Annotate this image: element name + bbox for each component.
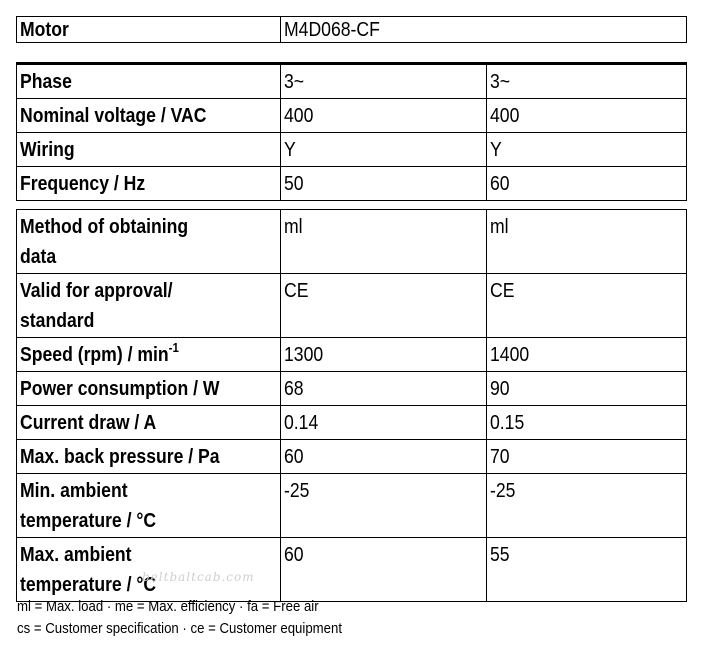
method-label: Method of obtaining data xyxy=(17,210,281,274)
motor-value: M4D068-CF xyxy=(281,17,687,43)
current-label: Current draw / A xyxy=(17,406,281,440)
voltage-value-60hz: 400 xyxy=(487,99,687,133)
table-row xyxy=(17,64,687,99)
phase-value-50hz: 3~ xyxy=(281,64,487,99)
table-row xyxy=(17,274,687,338)
frequency-value-1: 50 xyxy=(281,167,487,201)
power-label: Power consumption / W xyxy=(17,372,281,406)
footnote-line: ml = Max. load · me = Max. efficiency · fa = Free air xyxy=(17,598,319,615)
speed-value-1: 1300 xyxy=(281,338,487,372)
frequency-value-2: 60 xyxy=(487,167,687,201)
approval-label: Valid for approval/ standard xyxy=(17,274,281,338)
max-temp-value-2: 55 xyxy=(487,538,687,602)
footnote-line: cs = Customer specification · ce = Customer equipment xyxy=(17,620,343,637)
voltage-label: Nominal voltage / VAC xyxy=(17,99,281,133)
motor-label: Motor xyxy=(17,17,281,43)
table-row xyxy=(17,133,687,167)
wiring-value-50hz: Y xyxy=(281,133,487,167)
spacer xyxy=(16,43,687,62)
current-value-1: 0.14 xyxy=(281,406,487,440)
motor-row xyxy=(17,17,687,43)
table-row xyxy=(17,372,687,406)
backpressure-value-2: 70 xyxy=(487,440,687,474)
frequency-label: Frequency / Hz xyxy=(17,167,281,201)
spec-sheet xyxy=(16,16,687,602)
approval-value-2: CE xyxy=(487,274,687,338)
motor-table xyxy=(16,16,687,43)
table-row xyxy=(17,338,687,372)
table-row xyxy=(17,538,687,602)
speed-unit-exponent: -1 xyxy=(168,340,179,356)
table-row xyxy=(17,474,687,538)
power-value-1: 68 xyxy=(281,372,487,406)
table-row xyxy=(17,440,687,474)
wiring-value-60hz: Y xyxy=(487,133,687,167)
wiring-label: Wiring xyxy=(17,133,281,167)
max-temp-value-1: 60 xyxy=(281,538,487,602)
phase-value-60hz: 3~ xyxy=(487,64,687,99)
table-row xyxy=(17,406,687,440)
speed-value-2: 1400 xyxy=(487,338,687,372)
max-temp-label: Max. ambient temperature / °C xyxy=(17,538,281,602)
current-value-2: 0.15 xyxy=(487,406,687,440)
method-value-2: ml xyxy=(487,210,687,274)
spacer xyxy=(16,201,687,209)
performance-table xyxy=(16,209,687,602)
watermark: beltbaltcab.com xyxy=(142,570,255,584)
method-value-1: ml xyxy=(281,210,487,274)
min-temp-label: Min. ambient temperature / °C xyxy=(17,474,281,538)
speed-label: Speed $(rpm) / \min^{-1}$ xyxy=(17,338,281,372)
table-row xyxy=(17,99,687,133)
phase-label: Phase xyxy=(17,64,281,99)
footnotes xyxy=(17,596,386,640)
table-row xyxy=(17,167,687,201)
backpressure-label: Max. back pressure / Pa xyxy=(17,440,281,474)
approval-value-1: CE xyxy=(281,274,487,338)
min-temp-value-2: -25 xyxy=(487,474,687,538)
min-temp-value-1: -25 xyxy=(281,474,487,538)
electrical-table xyxy=(16,62,687,201)
backpressure-value-1: 60 xyxy=(281,440,487,474)
power-value-2: 90 xyxy=(487,372,687,406)
table-row xyxy=(17,210,687,274)
voltage-value-50hz: 400 xyxy=(281,99,487,133)
